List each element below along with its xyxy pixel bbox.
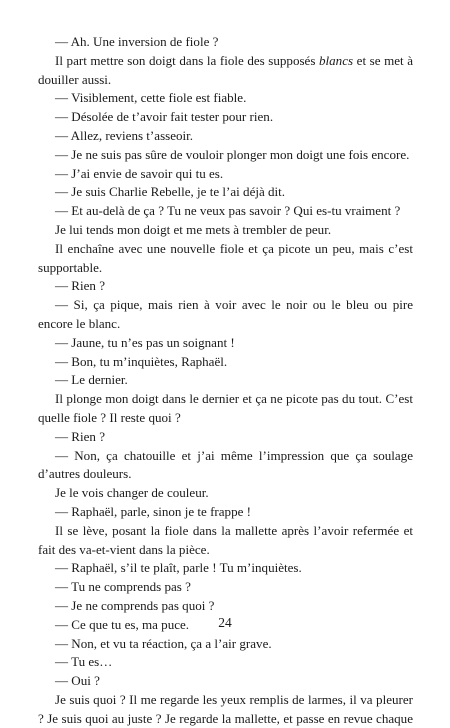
paragraph-text: — Oui ? — [55, 673, 100, 689]
paragraph-text: — Et au-delà de ça ? Tu ne veux pas savoir ? Qui es-tu vraiment ? — [55, 203, 401, 219]
paragraph — [38, 146, 413, 165]
paragraph-text: — Tu es… — [55, 654, 113, 670]
paragraph-text: — Visiblement, cette fiole est fiable. — [55, 90, 247, 106]
paragraph — [38, 334, 413, 353]
paragraph-text: — Je ne suis pas sûre de vouloir plonger mon doigt une fois encore. — [55, 146, 410, 162]
paragraph-text: — Bon, tu m’inquiètes, Raphaël. — [55, 353, 228, 369]
paragraph — [38, 371, 413, 390]
paragraph-text: Il enchaîne avec une nouvelle fiole et ça picote un peu, mais c’est supportable. — [38, 240, 413, 275]
page-number: 24 — [218, 615, 232, 630]
paragraph-text: Il plonge mon doigt dans le dernier et ça ne picote pas du tout. C’est quelle fiole ? Il reste quoi ? — [38, 391, 413, 425]
paragraph-text: Je le vois changer de couleur. — [55, 485, 209, 501]
paragraph-text: — Si, ça pique, mais rien à voir avec le noir ou le bleu ou pire encore le blanc. — [38, 297, 413, 331]
paragraph-text: Il se lève, posant la fiole dans la mallette après l’avoir refermée et fait des va-et-vient dans la pièce. — [38, 522, 413, 557]
paragraph-text: — Raphaël, s’il te plaît, parle ! Tu m’inquiètes. — [55, 560, 302, 576]
paragraph — [38, 428, 413, 447]
paragraph-text: — Jaune, tu n’es pas un soignant ! — [55, 334, 235, 350]
paragraph — [38, 240, 413, 278]
paragraph-text: — Rien ? — [55, 428, 106, 444]
paragraph — [38, 127, 413, 146]
paragraph-text: — J’ai envie de savoir qui tu es. — [55, 165, 224, 181]
paragraph-text: — Ce que tu es, ma puce. — [55, 616, 190, 632]
paragraph-text: — Je suis Charlie Rebelle, je te l’ai déjà dit. — [55, 184, 286, 200]
paragraph — [38, 597, 413, 616]
paragraph-text: Il part mettre son doigt dans la fiole des supposés — [55, 52, 319, 68]
paragraph — [38, 33, 413, 52]
paragraph-text: et se met à douiller aussi. — [38, 52, 414, 87]
paragraph-text: — Non, et vu ta réaction, ça a l’air grave. — [55, 635, 272, 651]
paragraph — [38, 447, 413, 485]
paragraph — [38, 296, 413, 334]
paragraph-text: Je suis quoi ? Il me regarde les yeux remplis de larmes, il va pleurer ? Je suis quoi au juste ? Je regarde la mallette, et passe en revue chaque — [38, 691, 413, 726]
paragraph — [38, 89, 413, 108]
paragraph — [38, 108, 413, 127]
paragraph-text: — Ah. Une inversion de fiole ? — [55, 34, 219, 49]
paragraph-text: — Allez, reviens t’asseoir. — [55, 127, 194, 143]
paragraph — [38, 183, 413, 202]
paragraph — [38, 691, 413, 728]
italic-text: blancs — [319, 52, 354, 68]
paragraph — [38, 165, 413, 184]
paragraph-text: — Désolée de t’avoir fait tester pour rien. — [55, 109, 274, 125]
paragraph — [38, 578, 413, 597]
paragraph — [38, 221, 413, 240]
paragraph — [38, 353, 413, 372]
paragraph — [38, 635, 413, 654]
paragraph — [38, 503, 413, 522]
paragraph-text: — Le dernier. — [55, 372, 128, 388]
paragraph-text: — Non, ça chatouille et j’ai même l’impression que ça soulage d’autres douleurs. — [38, 447, 413, 482]
paragraph-text: — Rien ? — [55, 278, 106, 294]
paragraph-text: — Je ne comprends pas quoi ? — [55, 597, 215, 613]
paragraph-text: — Tu ne comprends pas ? — [55, 579, 191, 595]
paragraph — [38, 52, 413, 90]
paragraph-text: — Raphaël, parle, sinon je te frappe ! — [55, 503, 251, 519]
paragraph — [38, 390, 413, 428]
paragraph-text: Je lui tends mon doigt et me mets à trembler de peur. — [55, 221, 332, 237]
paragraph — [38, 653, 413, 672]
paragraph — [38, 559, 413, 578]
paragraph — [38, 202, 413, 221]
paragraph — [38, 522, 413, 560]
paragraph — [38, 277, 413, 296]
paragraph — [38, 484, 413, 503]
